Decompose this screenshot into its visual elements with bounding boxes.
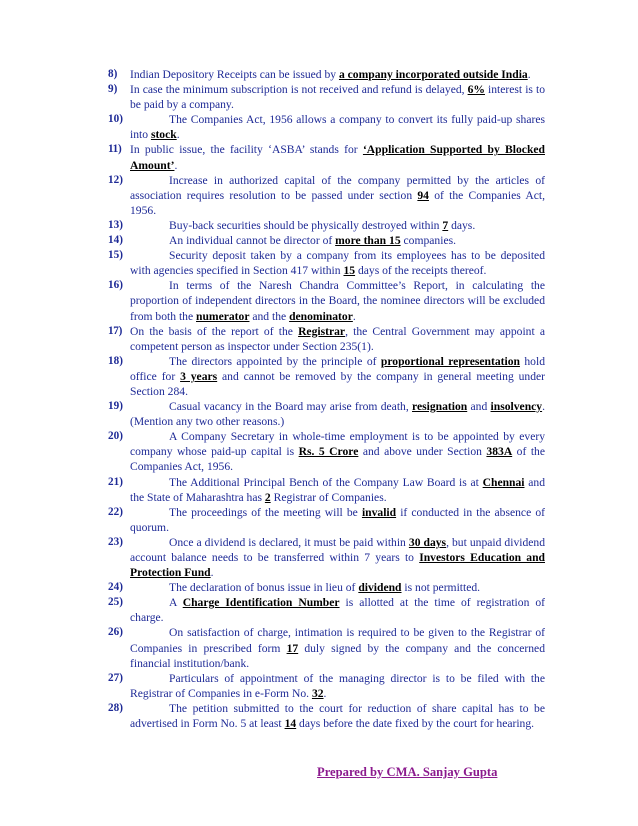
answer-keyword: 6% (467, 83, 485, 97)
list-item (108, 278, 545, 323)
answer-keyword: 30 days (408, 535, 447, 549)
item-number: 25) (108, 596, 123, 609)
list-item (108, 475, 545, 505)
item-text: if conducted in the absence of quorum. (130, 505, 545, 534)
item-text: Particulars of appointment of the managing director is to be filed with the Registrar of Companies in e-Form No. (130, 671, 545, 700)
item-text: , but unpaid dividend account balance needs to be transferred within 7 years to (130, 535, 546, 564)
answer-keyword: resignation (412, 400, 468, 414)
item-number: 26) (108, 626, 123, 639)
item-text: Once a dividend is declared, it must be paid within (169, 535, 409, 549)
item-text: Buy-back securities should be physically destroyed within (169, 218, 443, 232)
item-number: 12) (108, 173, 123, 186)
item-number: 18) (108, 354, 123, 367)
list-item (108, 595, 545, 625)
item-number: 23) (108, 535, 123, 548)
answer-keyword: Charge Identification Number (182, 596, 340, 610)
item-number: 13) (108, 218, 123, 231)
item-number: 28) (108, 701, 123, 714)
item-number: 9) (108, 83, 118, 96)
item-number: 27) (108, 671, 123, 684)
item-text: is not permitted. (401, 581, 481, 595)
item-text: , the Central Government may appoint a competent person as inspector under Section 235(1). (130, 324, 545, 353)
answer-keyword: Chennai (482, 475, 525, 489)
list-item (108, 233, 545, 248)
item-text: A Company Secretary in whole-time employment is to be appointed by every company whose paid-up capital is (130, 430, 545, 459)
item-number: 11) (108, 143, 122, 156)
item-number: 20) (108, 430, 123, 443)
answer-keyword: Investors Education and Protection Fund (130, 551, 545, 580)
item-number: 16) (108, 279, 123, 292)
item-text: of the Companies Act, 1956. (130, 188, 545, 217)
item-text: . (527, 68, 531, 81)
item-number: 24) (108, 581, 123, 594)
item-text: In public issue, the facility ‘ASBA’ stands for (130, 143, 363, 157)
answer-keyword: 15 (343, 264, 356, 278)
item-text: . (174, 158, 178, 172)
item-text: . (210, 566, 214, 580)
item-number: 22) (108, 505, 123, 518)
item-text: The directors appointed by the principle of (169, 354, 381, 368)
list-item (108, 173, 545, 218)
item-text: An individual cannot be director of (169, 234, 336, 248)
list-item (108, 218, 545, 233)
list-item (108, 112, 545, 142)
item-text: In terms of the Naresh Chandra Committee’s Report, in calculating the proportion of independent directors in the Board, the nominee directors will be excluded from both the (130, 279, 545, 323)
answer-keyword: 32 (311, 686, 324, 700)
item-text: The proceedings of the meeting will be (169, 505, 362, 519)
item-text: . (Mention any two other reasons.) (130, 400, 545, 429)
item-text: and (467, 400, 491, 414)
item-text: of the Companies Act, 1956. (130, 445, 545, 474)
item-text: The declaration of bonus issue in lieu of (169, 581, 359, 595)
item-number: 21) (108, 475, 123, 488)
answer-keyword: denominator (289, 309, 353, 323)
item-text: On the basis of the report of the (130, 324, 299, 338)
list-item (108, 535, 545, 580)
list-item (108, 142, 545, 172)
item-text: days of the receipts thereof. (355, 264, 487, 278)
item-text: The Additional Principal Bench of the Company Law Board is at (169, 475, 483, 489)
list-item (108, 429, 545, 474)
item-number: 19) (108, 400, 123, 413)
list-item (108, 399, 545, 429)
answer-keyword: 383A (486, 445, 513, 459)
list-item (108, 248, 545, 278)
list-item (108, 354, 545, 399)
answer-keyword: insolvency (490, 400, 543, 414)
item-text: days. (448, 218, 476, 232)
item-text: In case the minimum subscription is not received and refund is delayed, (130, 83, 468, 97)
item-text: duly signed by the company and the concerned financial institution/bank. (130, 641, 545, 670)
item-number: 17) (108, 324, 123, 337)
item-text: is allotted at the time of registration of charge. (130, 596, 545, 625)
item-text: and above under Section (358, 445, 487, 459)
answer-keyword: 17 (286, 641, 299, 655)
item-text: The petition submitted to the court for reduction of share capital has to be advertised in Form No. 5 at least (130, 701, 545, 731)
list-item (108, 505, 545, 535)
item-text: hold office for (130, 354, 545, 383)
item-text: and the (249, 309, 290, 323)
answer-keyword: proportional representation (380, 354, 520, 368)
answer-keyword: ‘Application Supported by Blocked Amount’ (130, 143, 545, 172)
answer-keyword: 3 years (180, 369, 218, 383)
list-item (108, 324, 545, 354)
item-text: companies. (400, 234, 457, 248)
item-text: days before the date fixed by the court for hearing. (296, 717, 535, 731)
list-item (108, 82, 545, 112)
question-answer-list (108, 67, 545, 731)
answer-keyword: 7 (442, 218, 449, 232)
list-item (108, 580, 545, 595)
item-text: The Companies Act, 1956 allows a company to convert its fully paid-up shares into (130, 113, 545, 142)
answer-keyword: more than 15 (335, 234, 401, 248)
list-item (108, 67, 545, 82)
item-text: A (169, 596, 183, 610)
item-number: 14) (108, 234, 123, 247)
answer-keyword: stock (150, 128, 177, 142)
list-item (108, 701, 545, 731)
list-item (108, 671, 545, 701)
item-text: . (176, 128, 180, 142)
item-text: and cannot be removed by the company in general meeting under Section 284. (130, 369, 546, 398)
answer-keyword: a company incorporated outside India (338, 68, 528, 81)
answer-keyword: 14 (284, 717, 297, 731)
answer-keyword: numerator (196, 309, 250, 323)
answer-keyword: 94 (417, 188, 429, 202)
item-text: Registrar of Companies. (270, 490, 387, 504)
answer-keyword: 2 (264, 490, 271, 504)
item-text: Indian Depository Receipts can be issued by (130, 68, 339, 81)
item-number: 15) (108, 249, 123, 262)
item-text: Casual vacancy in the Board may arise from death, (169, 400, 413, 414)
item-text: interest is to be paid by a company. (130, 83, 545, 112)
item-text: On satisfaction of charge, intimation is required to be given to the Registrar of Companies in prescribed form (130, 626, 545, 655)
item-text: Increase in authorized capital of the company permitted by the articles of association requires resolution to be passed under section (130, 173, 545, 202)
list-item (108, 625, 545, 670)
answer-keyword: Registrar (298, 324, 346, 338)
item-text: Security deposit taken by a company from its employees has to be deposited with agencies specified in Section 417 within (130, 249, 545, 278)
answer-keyword: dividend (358, 581, 402, 595)
item-number: 8) (108, 68, 118, 80)
item-text: . (323, 686, 327, 700)
answer-keyword: Rs. 5 Crore (298, 445, 359, 459)
author-credit: Prepared by CMA. Sanjay Gupta (317, 765, 498, 779)
item-text: and the State of Maharashtra has (130, 475, 546, 504)
answer-keyword: invalid (361, 505, 397, 519)
item-text: . (352, 309, 356, 323)
item-number: 10) (108, 113, 123, 126)
